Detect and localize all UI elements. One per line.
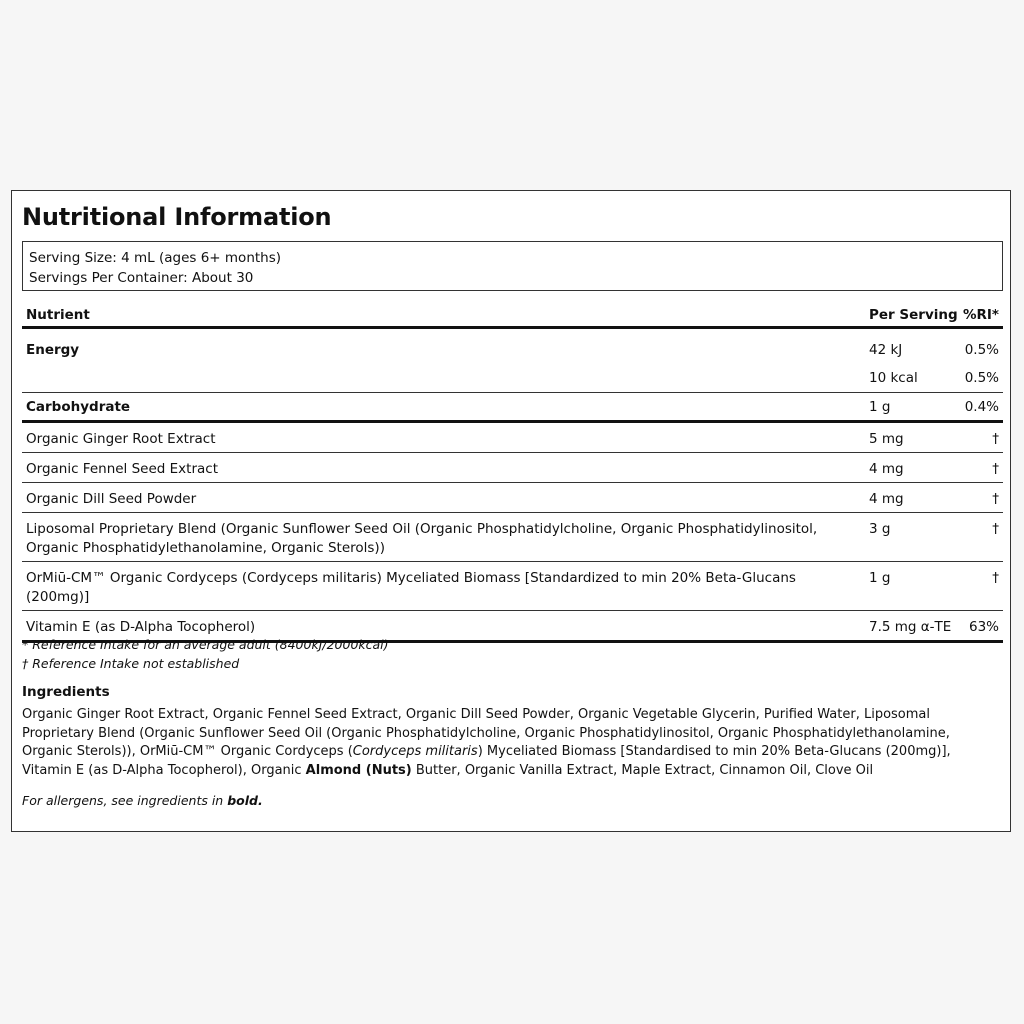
nutrient-amount: 1 g <box>869 570 891 586</box>
ri-footnote: * Reference Intake for an average adult (8400kJ/2000kcal) <box>22 637 389 652</box>
footnotes <box>22 635 389 673</box>
allergen-note-text: For allergens, see ingredients in <box>22 793 228 808</box>
ingredients-part-3: Butter, Organic Vanilla Extract, Maple Extract, Cinnamon Oil, Clove Oil <box>411 762 874 778</box>
nutrient-ri: † <box>992 521 999 537</box>
nutrient-name: Organic Ginger Root Extract <box>26 431 216 447</box>
energy-kj: 42 kJ <box>869 342 903 358</box>
ingredients-allergen: Almond (Nuts) <box>305 762 412 778</box>
nutrient-amount: 4 mg <box>869 491 904 507</box>
header-per-serving: Per Serving <box>869 307 958 323</box>
table-header-row <box>22 299 1003 329</box>
dagger-footnote: † Reference Intake not established <box>22 656 240 671</box>
serving-info-box <box>22 241 1003 291</box>
nutrient-amount: 7.5 mg α-TE <box>869 619 952 635</box>
nutrient-ri: 63% <box>968 619 999 635</box>
ingredients-text <box>22 706 1002 780</box>
ingredients-part-1: Organic Ginger Root Extract, Organic Fennel Seed Extract, Organic Dill Seed Powder, Organic Vegetable Glycerin, Purified Water, Liposomal Proprietary Blend (Organic Sunflower Seed Oil (Organic Phosphatidylcholine, Organic Phosphatidylinositol, Organic Phosphatidylethanolamine, Organic Sterols)), OrMiū-CM™ Organic Cordyceps ( <box>22 707 950 759</box>
table-row <box>22 453 1003 483</box>
serving-size: Serving Size: 4 mL (ages 6+ months) <box>29 250 282 266</box>
nutrient-name: Organic Dill Seed Powder <box>26 491 197 507</box>
carbohydrate-row <box>22 393 1003 423</box>
nutrient-ri: † <box>992 491 999 507</box>
ingredients-italic-species: Cordyceps militaris <box>352 744 478 759</box>
page-title: Nutritional Information <box>22 203 332 231</box>
nutrient-table <box>22 299 1003 643</box>
header-nutrient: Nutrient <box>26 307 90 323</box>
servings-per-container: Servings Per Container: About 30 <box>29 270 254 286</box>
table-row <box>22 423 1003 453</box>
carbohydrate-ri: 0.4% <box>964 399 999 415</box>
nutrient-amount: 5 mg <box>869 431 904 447</box>
allergen-note-bold: bold. <box>227 793 263 808</box>
nutrient-ri: † <box>992 570 999 586</box>
table-row <box>22 513 1003 562</box>
energy-kcal-ri: 0.5% <box>964 370 999 386</box>
header-ri: %RI* <box>962 307 999 323</box>
energy-kcal: 10 kcal <box>869 370 918 386</box>
table-row <box>22 483 1003 513</box>
energy-amounts <box>869 341 957 397</box>
nutrient-ri: † <box>992 461 999 477</box>
energy-label: Energy <box>26 342 80 358</box>
nutrient-name: Organic Fennel Seed Extract <box>26 461 218 477</box>
nutrient-name: Vitamin E (as D-Alpha Tocopherol) <box>26 619 256 635</box>
nutrient-ri: † <box>992 431 999 447</box>
energy-row <box>22 329 1003 393</box>
nutrient-name: Liposomal Proprietary Blend (Organic Sunflower Seed Oil (Organic Phosphatidylcholine, Organic Phosphatidylinositol, Organic Phosphatidylethanolamine, Organic Sterols)) <box>26 521 818 556</box>
carbohydrate-amount: 1 g <box>869 399 891 415</box>
allergen-note <box>22 793 263 808</box>
energy-ri-values <box>957 341 1003 397</box>
energy-kj-ri: 0.5% <box>964 342 999 358</box>
table-row <box>22 562 1003 611</box>
nutrient-amount: 3 g <box>869 521 891 537</box>
ingredients-heading: Ingredients <box>22 684 110 700</box>
nutrient-name: OrMiū-CM™ Organic Cordyceps (Cordyceps militaris) Myceliated Biomass [Standardized to min 20% Beta-Glucans (200mg)] <box>26 570 796 605</box>
ingredients-part-2: ) Myceliated Biomass [Standardised to min 20% Beta-Glucans (200mg)], Vitamin E (as D-Alpha Tocopherol), Organic <box>22 744 951 778</box>
carbohydrate-label: Carbohydrate <box>26 399 131 415</box>
nutrient-amount: 4 mg <box>869 461 904 477</box>
nutrition-panel <box>11 190 1011 832</box>
